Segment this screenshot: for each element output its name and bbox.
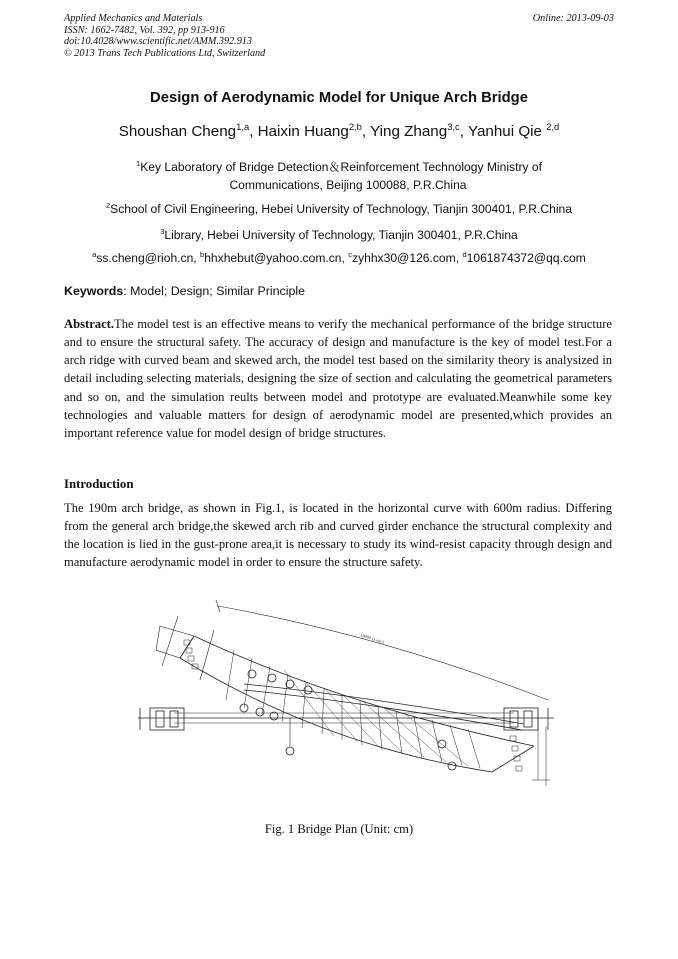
email: zyhhx30@126.com, <box>352 251 463 265</box>
affiliation-text: School of Civil Engineering, Hebei University of Technology, Tianjin 300401, P.R.China <box>110 202 573 216</box>
affiliation-mark: 1 <box>136 158 141 168</box>
email: ss.cheng@rioh.cn, <box>96 251 201 265</box>
keywords-text: : Model; Design; Similar Principle <box>123 284 306 298</box>
figure-caption: Fig. 1 Bridge Plan (Unit: cm) <box>264 822 414 836</box>
author-list <box>0 120 678 140</box>
email-mark: d <box>462 249 467 259</box>
email: 1061874372@qq.com <box>466 251 586 265</box>
email-mark: b <box>200 249 205 259</box>
affiliation-3 <box>0 226 678 244</box>
author-affiliation-mark: 2,b <box>348 120 362 132</box>
abstract <box>64 315 612 442</box>
dimension-arc <box>218 606 548 700</box>
affiliation-mark: 2 <box>105 200 111 210</box>
author-affiliation-mark: 1,a <box>236 120 250 132</box>
email-mark: c <box>348 249 353 259</box>
bridge-plan-drawing <box>134 596 556 810</box>
author-affiliation-mark: 3,c <box>447 120 460 132</box>
keywords <box>64 284 305 298</box>
affiliation-1 <box>0 158 678 194</box>
email-mark: a <box>92 249 97 259</box>
author-separator: , <box>361 123 371 140</box>
deck-outer-edge <box>180 658 492 772</box>
email: hhxhebut@yahoo.com.cn, <box>204 251 349 265</box>
author-name: Ying Zhang <box>370 123 448 140</box>
deck-inner-edge <box>194 636 534 746</box>
paper-title: Design of Aerodynamic Model for Unique Arch Bridge <box>150 90 528 106</box>
affiliation-mark: 3 <box>160 226 165 236</box>
svg-text:19000 (x-arc): 19000 (x-arc) <box>359 632 385 645</box>
affiliation-text: Library, Hebei University of Technology, Tianjin 300401, P.R.China <box>164 228 518 242</box>
section-heading: Introduction <box>64 477 134 491</box>
keywords-label: Keywords <box>64 284 124 298</box>
copyright-line: © 2013 Trans Tech Publications Ltd, Switzerland <box>64 47 266 59</box>
abstract-label: Abstract. <box>64 317 115 331</box>
doi-line: doi:10.4028/www.scientific.net/AMM.392.913 <box>64 36 252 48</box>
author-separator: , <box>249 123 258 140</box>
author-name: Shoushan Cheng <box>118 123 237 140</box>
journal-header <box>64 13 265 59</box>
affiliation-text: Key Laboratory of Bridge Detection＆Reinforcement Technology Ministry of <box>140 160 542 174</box>
author-name: Yanhui Qie <box>467 123 542 140</box>
affiliation-2 <box>0 200 678 218</box>
online-date: Online: 2013-09-03 <box>532 13 614 24</box>
email-list <box>0 251 678 265</box>
issn-line: ISSN: 1662-7482, Vol. 392, pp 913-916 <box>64 24 225 36</box>
right-abutment <box>504 708 538 730</box>
author-separator: , <box>459 123 468 140</box>
author-affiliation-mark: 2,d <box>546 120 560 132</box>
left-abutment <box>150 708 184 730</box>
hangers <box>226 650 480 768</box>
journal-name: Applied Mechanics and Materials <box>64 13 203 24</box>
abstract-text: The model test is an effective means to verify the mechanical performance of the bridge structure and to ensure the structural safety. The accuracy of design and manufacture is the key of model test.For a arch ridge with curved beam and skewed arch, the model test based on the similarity theory is analysized in detail including selecting materials, designing the size of section and calculating the geometrical parameters and so on, and the simulation reults between model and prototype are evaluated.Meanwhile some key technologies and valuable matters for design of aerodynamic model are presented,which provides an important reference value for model design of bridge structures. <box>64 317 612 440</box>
introduction-text: The 190m arch bridge, as shown in Fig.1, is located in the horizontal curve with 600m radius. Differing from the general arch bridge,the skewed arch rib and curved girder enchance the structural complexity and the location is lied in the gust-prone area,it is necessary to study its wind-resist capacity through design and manufacture aerodynamic model in order to ensure the structure safety. <box>64 501 612 570</box>
affiliation-text: Communications, Beijing 100088, P.R.China <box>229 178 467 192</box>
author-name: Haixin Huang <box>257 123 349 140</box>
